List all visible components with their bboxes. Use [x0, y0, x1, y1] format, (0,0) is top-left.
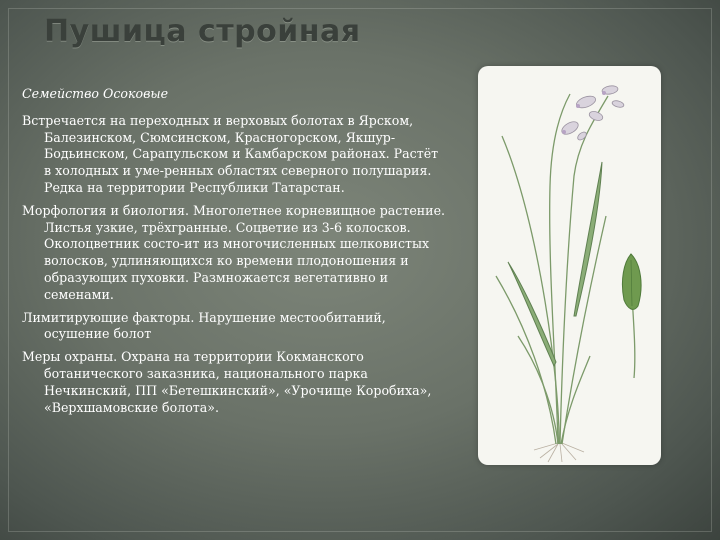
plant-illustration-card [478, 66, 661, 465]
paragraph-distribution: Встречается на переходных и верховых болотах в Ярском, Балезинском, Сюмсинском, Красногорском, Якшур-Бодьинском, Сарапульском и Камбарском районах. Растёт в холодных и уме-ренных областях северного полушария. Редка на территории Республики Татарстан. [22, 112, 439, 195]
plant-illustration [478, 66, 661, 465]
slide-title: Пушица стройная [44, 14, 361, 49]
paragraph-protection: Меры охраны. Охрана на территории Кокманского ботанического заказника, национального парка Нечкинский, ПП «Бетешкинский», «Урочище Коробиха», «Верхшамовские болота». [22, 349, 432, 415]
body-text [22, 86, 447, 422]
spikelets [560, 85, 625, 142]
spikelet-detail [622, 254, 641, 378]
paragraph-limiting-factors: Лимитирующие факторы. Нарушение местообитаний, осушение болот [22, 309, 386, 342]
roots [534, 443, 584, 462]
paragraph-morphology: Морфология и биология. Многолетнее корневищное растение. Листья узкие, трёхгранные. Соцветие из 3-6 колосков. Околоцветник состо-ит из многочисленных шелковистых волосков, удлиняющихся ко времени плодоношения и образующих пуховки. Размножается вегетативно и семенами. [22, 202, 446, 302]
family-value: Осоковые [103, 86, 169, 101]
family-line [22, 86, 447, 103]
family-label: Семейство [22, 86, 100, 101]
